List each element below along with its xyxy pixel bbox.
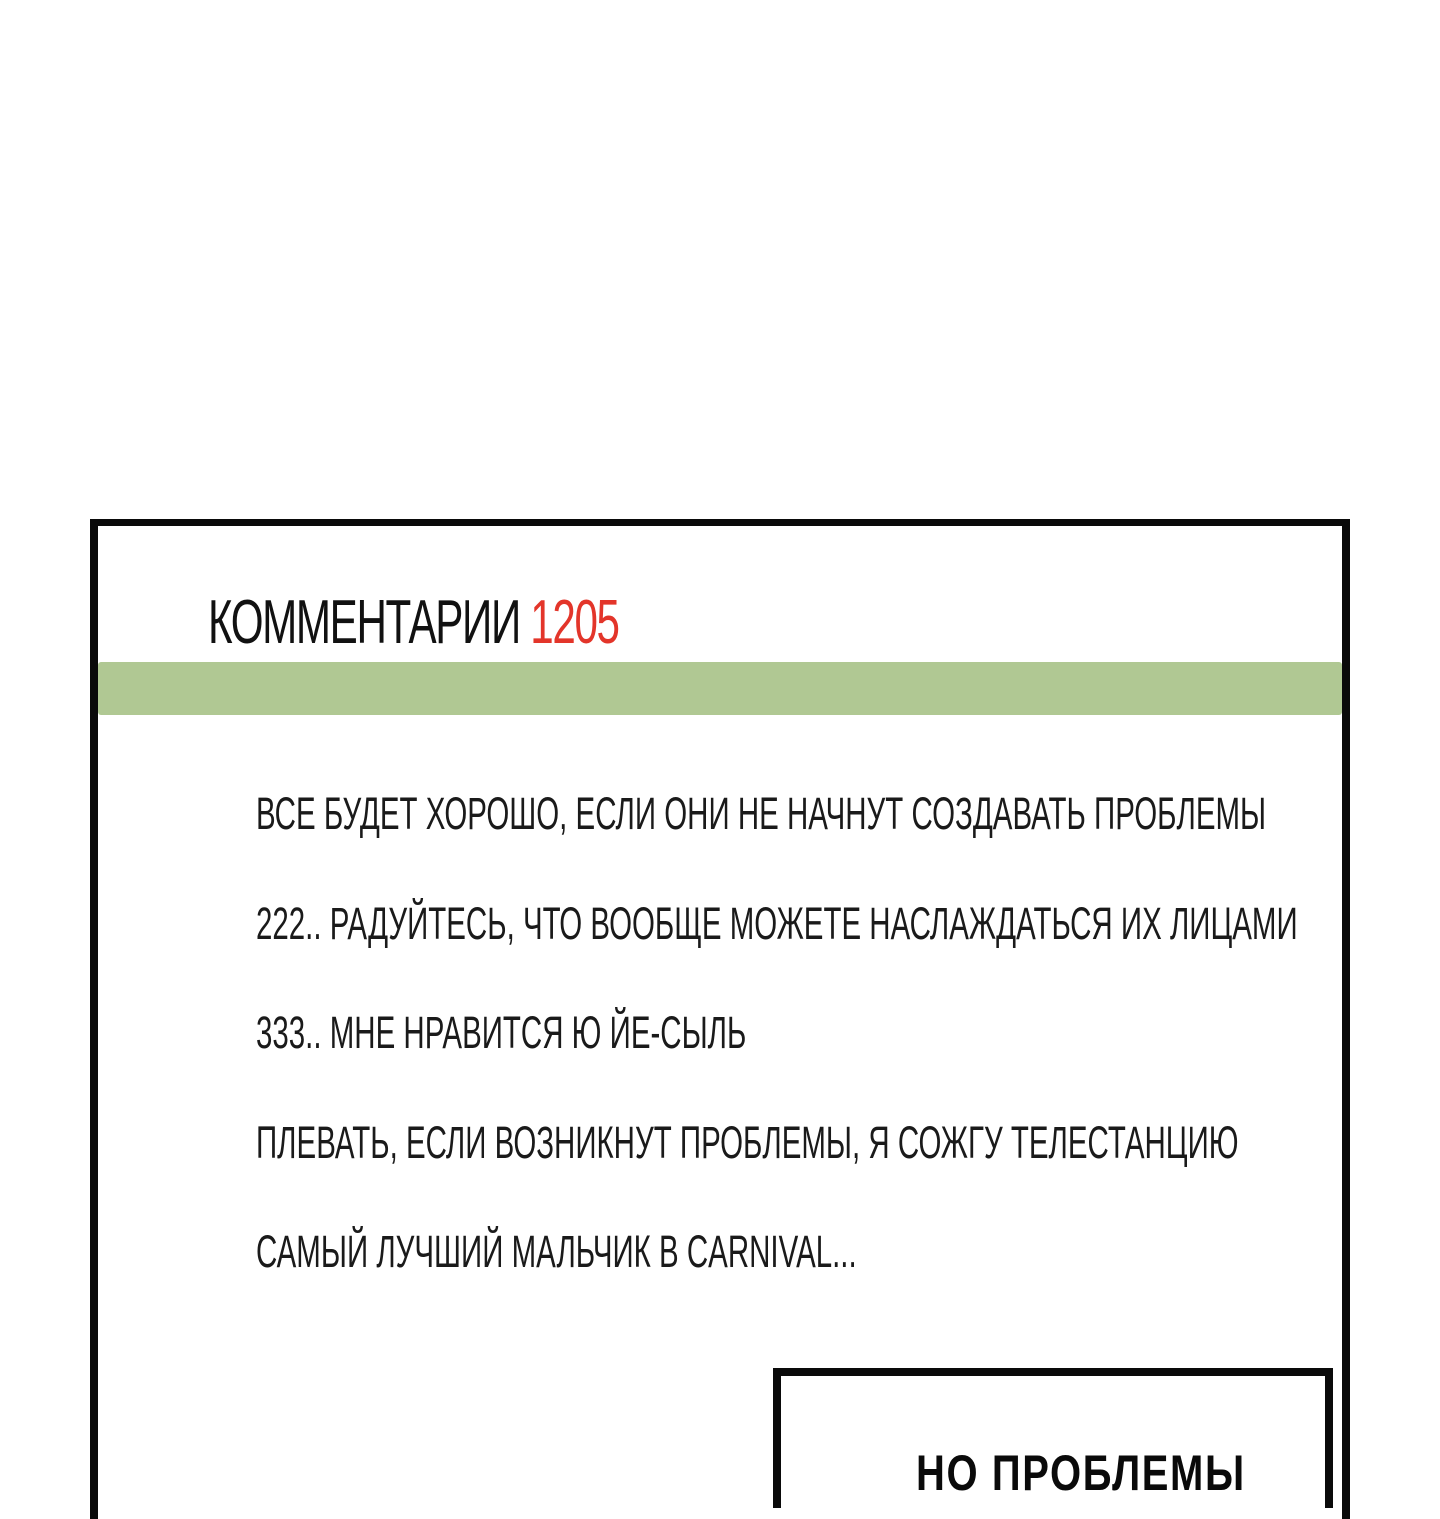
speech-panel-caption: НО ПРОБЛЕМЫ bbox=[916, 1445, 1246, 1501]
comment-item: 333.. МНЕ НРАВИТСЯ Ю ЙЕ-СЫЛЬ bbox=[256, 1007, 747, 1058]
comments-title-label: КОММЕНТАРИИ bbox=[208, 588, 520, 657]
comments-title bbox=[208, 588, 619, 658]
comment-item: ПЛЕВАТЬ, ЕСЛИ ВОЗНИКНУТ ПРОБЛЕМЫ, Я СОЖГУ ТЕЛЕСТАНЦИЮ bbox=[256, 1116, 1239, 1168]
comment-item: 222.. РАДУЙТЕСЬ, ЧТО ВООБЩЕ МОЖЕТЕ НАСЛАЖДАТЬСЯ ИХ ЛИЦАМИ bbox=[256, 897, 1298, 949]
header-divider-band bbox=[98, 662, 1342, 715]
comment-list bbox=[256, 784, 1440, 1332]
comments-count: 1205 bbox=[530, 588, 619, 657]
speech-panel bbox=[773, 1368, 1333, 1508]
comment-item: САМЫЙ ЛУЧШИЙ МАЛЬЧИК В CARNIVAL... bbox=[256, 1226, 857, 1277]
comment-item: ВСЕ БУДЕТ ХОРОШО, ЕСЛИ ОНИ НЕ НАЧНУТ СОЗДАВАТЬ ПРОБЛЕМЫ bbox=[256, 788, 1267, 839]
